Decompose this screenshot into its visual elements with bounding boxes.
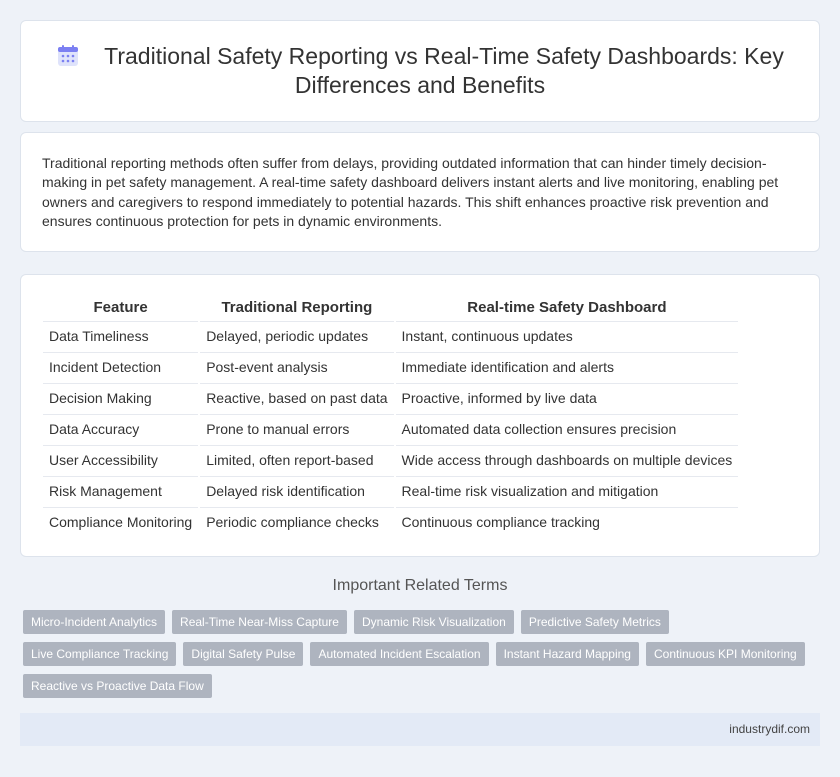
table-cell: Continuous compliance tracking [396, 507, 739, 536]
table-cell: Incident Detection [43, 352, 198, 381]
table-cell: Delayed, periodic updates [200, 321, 393, 350]
related-term-tag[interactable]: Real-Time Near-Miss Capture [172, 610, 347, 634]
related-term-tag[interactable]: Predictive Safety Metrics [521, 610, 669, 634]
related-term-tag[interactable]: Continuous KPI Monitoring [646, 642, 805, 666]
page-title-text: Traditional Safety Reporting vs Real-Time Safety Dashboards: Key Differences and Benefits [104, 43, 784, 98]
table-cell: User Accessibility [43, 445, 198, 474]
related-term-tag[interactable]: Automated Incident Escalation [310, 642, 488, 666]
table-row [43, 445, 738, 474]
related-term-tag[interactable]: Micro-Incident Analytics [23, 610, 165, 634]
title-card [20, 20, 820, 122]
table-cell: Instant, continuous updates [396, 321, 739, 350]
related-terms-title: Important Related Terms [332, 577, 508, 594]
table-cell: Reactive, based on past data [200, 383, 393, 412]
related-term-tag[interactable]: Instant Hazard Mapping [496, 642, 639, 666]
table-cell: Automated data collection ensures precision [396, 414, 739, 443]
related-term-tag[interactable]: Digital Safety Pulse [183, 642, 303, 666]
related-term-tag[interactable]: Dynamic Risk Visualization [354, 610, 514, 634]
table-row [43, 414, 738, 443]
header-feature: Feature [93, 299, 148, 316]
table-cell: Real-time risk visualization and mitigation [396, 476, 739, 505]
table-cell: Decision Making [43, 383, 198, 412]
footer [20, 713, 820, 746]
table-row [43, 352, 738, 381]
table-row [43, 476, 738, 505]
intro-card [20, 132, 820, 252]
related-term-tag[interactable]: Reactive vs Proactive Data Flow [23, 674, 212, 698]
table-cell: Prone to manual errors [200, 414, 393, 443]
table-header-row [43, 297, 738, 319]
table-cell: Delayed risk identification [200, 476, 393, 505]
table-cell: Immediate identification and alerts [396, 352, 739, 381]
table-cell: Post-event analysis [200, 352, 393, 381]
related-terms-tags [23, 610, 823, 698]
comparison-table-card [20, 274, 820, 557]
table-row [43, 507, 738, 536]
header-dashboard: Real-time Safety Dashboard [467, 299, 667, 316]
related-term-tag[interactable]: Live Compliance Tracking [23, 642, 176, 666]
table-row [43, 321, 738, 350]
comparison-table [41, 295, 740, 538]
table-cell: Data Accuracy [43, 414, 198, 443]
table-cell: Periodic compliance checks [200, 507, 393, 536]
table-cell: Data Timeliness [43, 321, 198, 350]
intro-paragraph: Traditional reporting methods often suffer from delays, providing outdated information that can hinder timely decision-making in pet safety management. A real-time safety dashboard delivers instant alerts and live monitoring, enabling pet owners and caregivers to respond immediately to potential hazards. This shift enhances proactive risk prevention and ensures continuous protection for pets in dynamic environments. [42, 155, 779, 229]
table-row [43, 383, 738, 412]
table-cell: Limited, often report-based [200, 445, 393, 474]
calendar-icon [56, 44, 80, 68]
header-traditional: Traditional Reporting [221, 299, 373, 316]
table-cell: Compliance Monitoring [43, 507, 198, 536]
page-title [51, 42, 789, 100]
table-cell: Risk Management [43, 476, 198, 505]
table-cell: Wide access through dashboards on multiple devices [396, 445, 739, 474]
table-cell: Proactive, informed by live data [396, 383, 739, 412]
footer-site-link[interactable]: industrydif.com [729, 722, 810, 736]
